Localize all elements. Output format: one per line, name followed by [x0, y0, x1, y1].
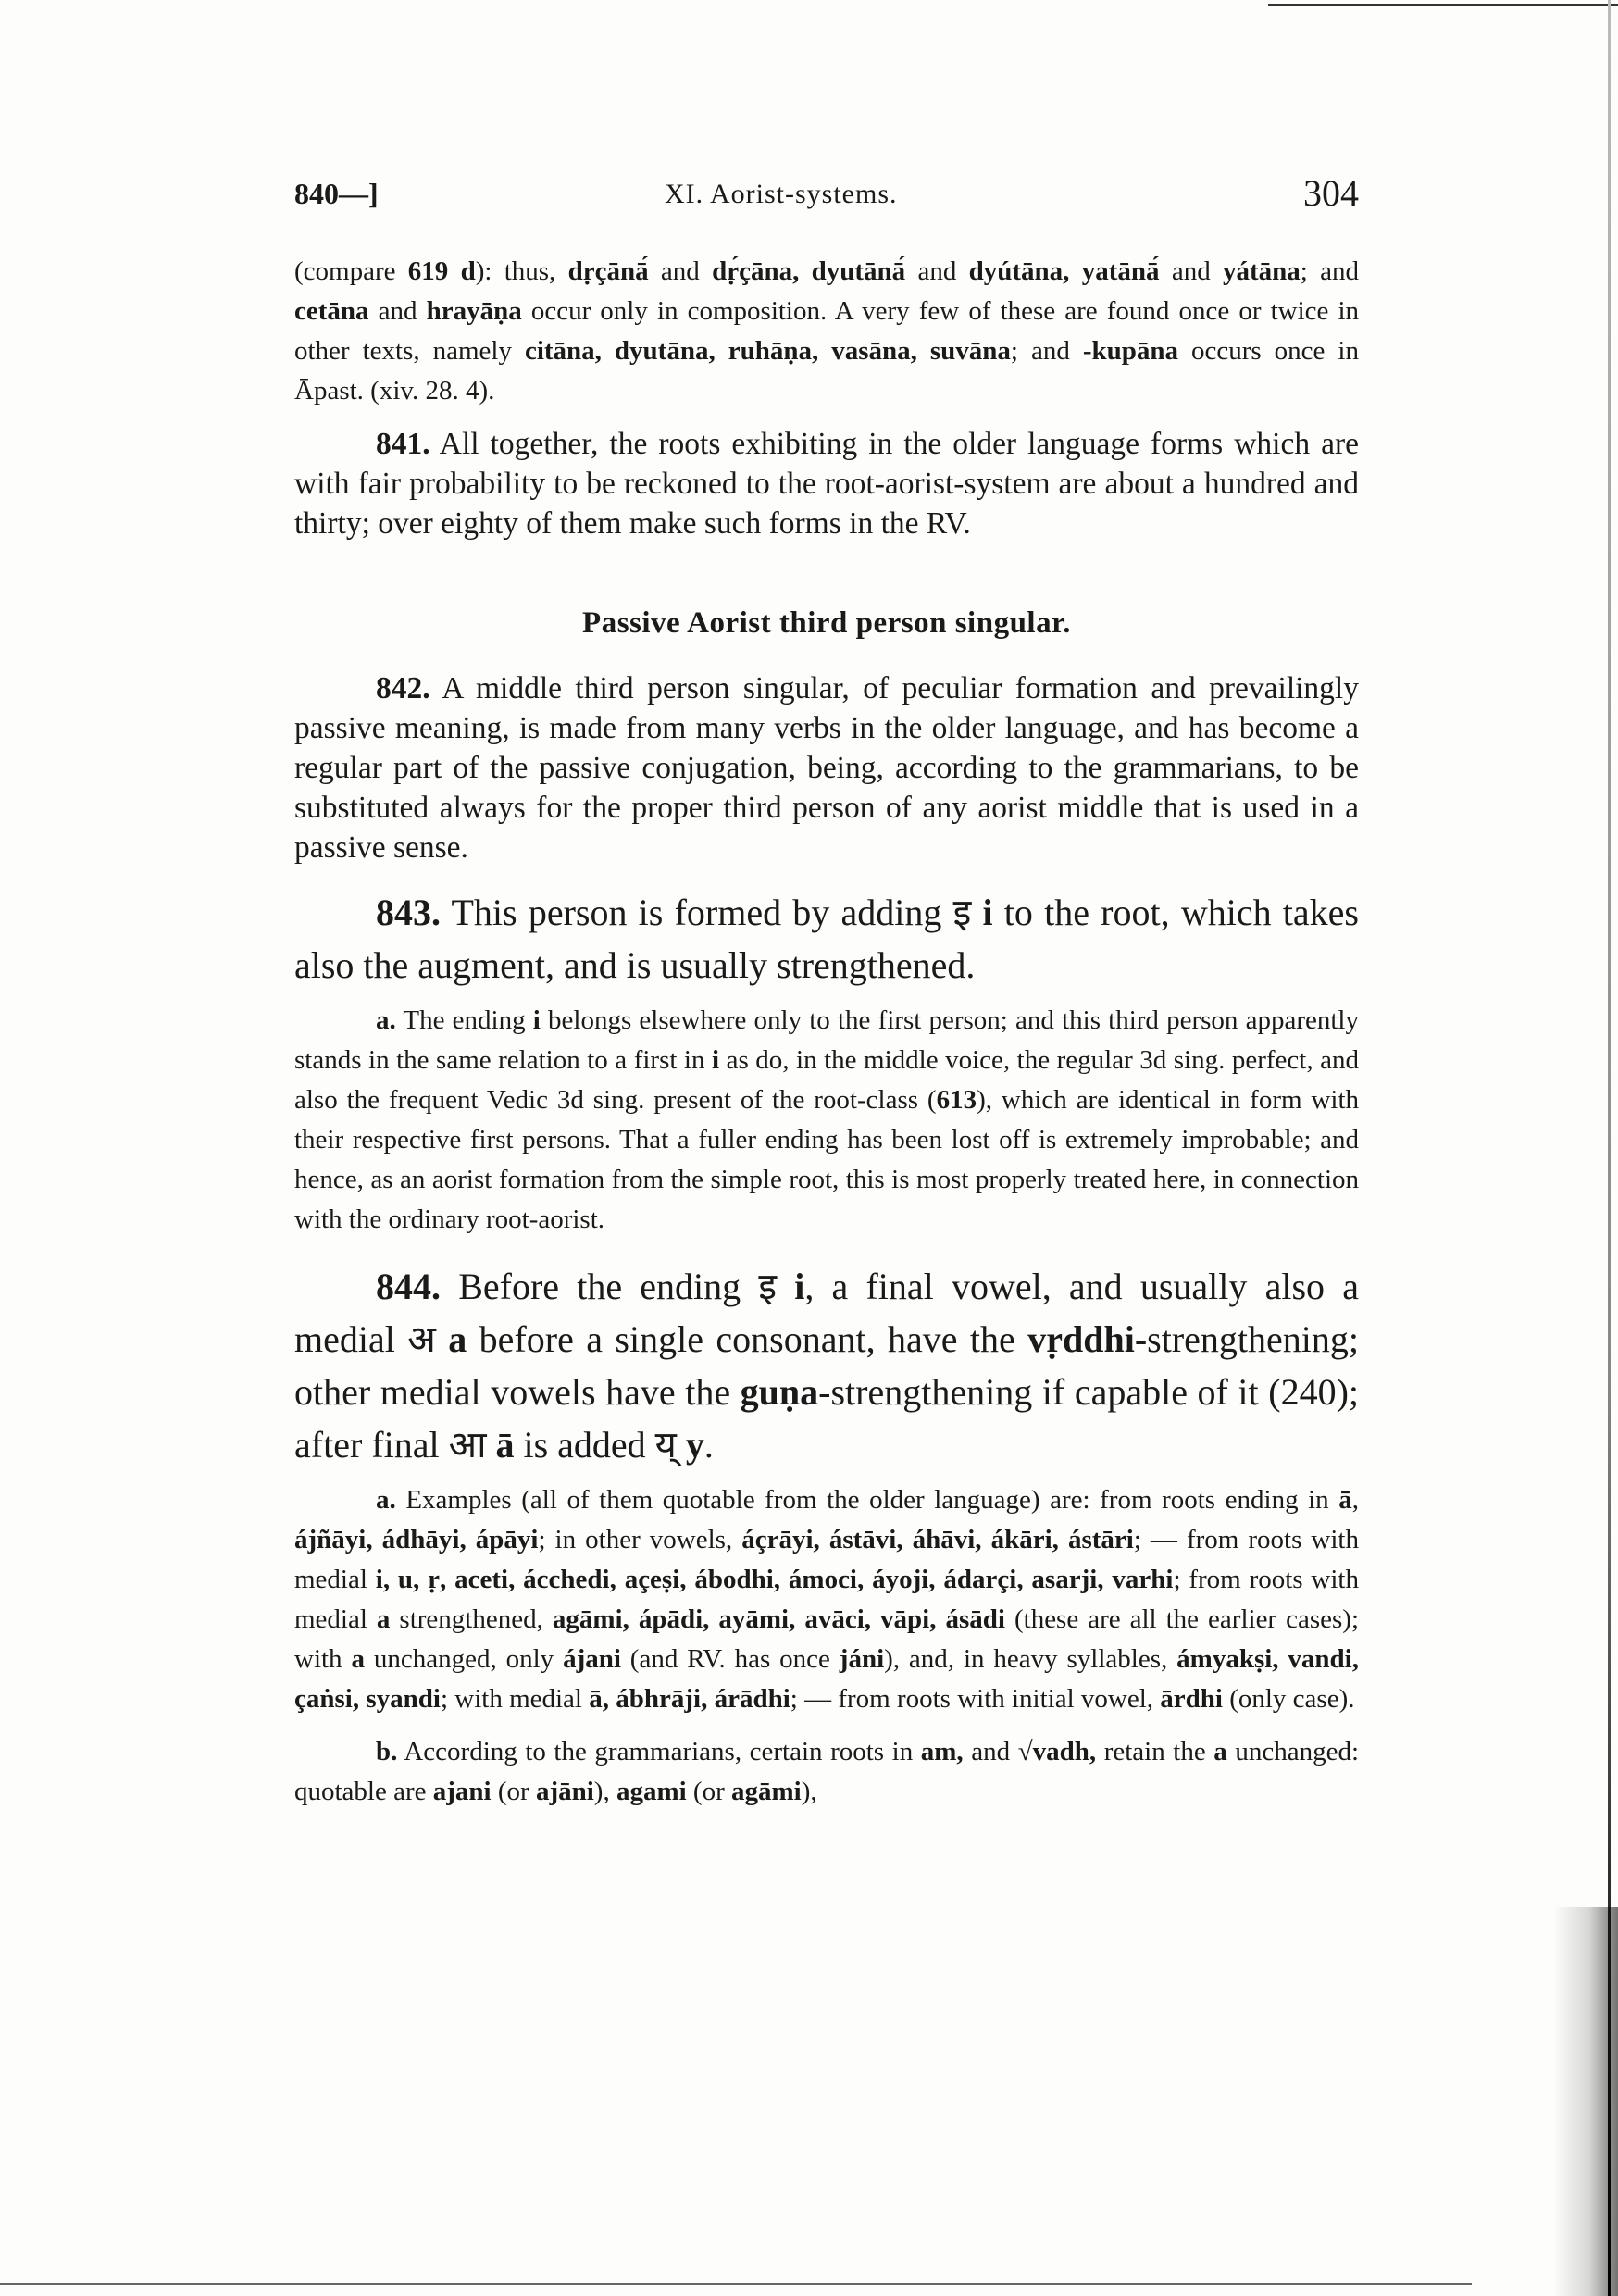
paragraph-840-continued: (compare 619 d): thus, dṛçānā́ and dṛ́çāna, dyutānā́ and dyútāna, yatānā́ and yátāna; and cetāna and hrayāṇa occur only in composition. A very few of these are found once or twice in other texts, namely citāna, dyutāna, ruhāṇa, vasāna, suvāna; and -kupāna occurs once in Āpast. (xiv. 28. 4). — [294, 256, 1360, 406]
section-number: 844. — [376, 1266, 441, 1307]
page-number: 304 — [1303, 172, 1359, 214]
paragraph-843a: a. The ending i belongs elsewhere only to the first person; and this third person apparently stands in the same relation to a first in i as do, in the middle voice, the regular 3d sing. perfect, and also the frequent Vedic 3d sing. present of the root-class (613), which are identical in form with their respective first persons. That a fuller ending has been lost off is extremely improbable; and hence, as an aorist formation from the simple root, this is most properly treated here, in connection with the ordinary root-aorist. — [294, 1005, 1359, 1234]
devanagari-i: इ — [758, 1266, 777, 1307]
section-number: 842. — [376, 671, 430, 705]
running-header — [294, 171, 1359, 218]
devanagari-i: इ — [952, 892, 972, 933]
paragraph-841: 841. All together, the roots exhibiting in the older language forms which are with fair probability to be reckoned to the root-aorist-system are about a hundred and thirty; over eighty of them make such forms in the RV. — [294, 427, 1359, 541]
paragraph-844a: a. Examples (all of them quotable from the older language) are: from roots ending in ā, ájñāyi, ádhāyi, ápāyi; in other vowels, áçrāyi, ástāvi, áhāvi, ákāri, ástāri; — from roots with medial i, u, ṛ, aceti, ácchedi, açeṣi, ábodhi, ámoci, áyoji, ádarçi, asarji, varhi; from roots with medial a strengthened, agāmi, ápādi, ayāmi, avāci, vāpi, ásādi (these are all the earlier cases); with a unchanged, only ájani (and RV. has once jáni), and, in heavy syllables, ámyakṣi, vandi, çaṅsi, syandi; with medial ā, ábhrāji, árādhi; — from roots with initial vowel, ārdhi (only case). — [294, 1485, 1359, 1714]
section-number: 841. — [376, 427, 430, 461]
bottom-edge-rule — [0, 2283, 1472, 2285]
devanagari-y: य् — [654, 1424, 677, 1466]
header-chapter-title: XI. Aorist-systems. — [665, 179, 898, 209]
top-edge-rule — [1268, 4, 1618, 6]
section-heading: Passive Aorist third person singular. — [582, 606, 1071, 640]
paragraph-842: 842. A middle third person singular, of peculiar formation and prevailingly passive meaning, is made from many verbs in the older language, and has become a regular part of the passive conjugation, being, according to the grammarians, to be substituted always for the proper third person of any aorist middle that is used in a passive sense. — [294, 671, 1359, 865]
binding-shadow — [1553, 1907, 1618, 2296]
devanagari-aa: आ — [448, 1424, 487, 1466]
paragraph-844: 844. Before the ending इ i, a final vowel, and usually also a medial अ a before a single consonant, have the vṛddhi-strengthening; other medial vowels have the guṇa-strengthening if capable of it (240); after final आ ā is added य् y. — [294, 1266, 1359, 1466]
paragraph-843: 843. This person is formed by adding इ i to the root, which takes also the augment, and is usually strengthened. — [294, 892, 1359, 986]
devanagari-a: अ — [407, 1318, 436, 1360]
paragraph-844b: b. According to the grammarians, certain roots in am, and √vadh, retain the a unchanged: quotable are ajani (or ajāni), agami (or agāmi), — [294, 1737, 1359, 1806]
section-number: 843. — [376, 892, 441, 933]
page-body — [294, 252, 1359, 1812]
header-section-ref: 840—] — [294, 177, 379, 210]
